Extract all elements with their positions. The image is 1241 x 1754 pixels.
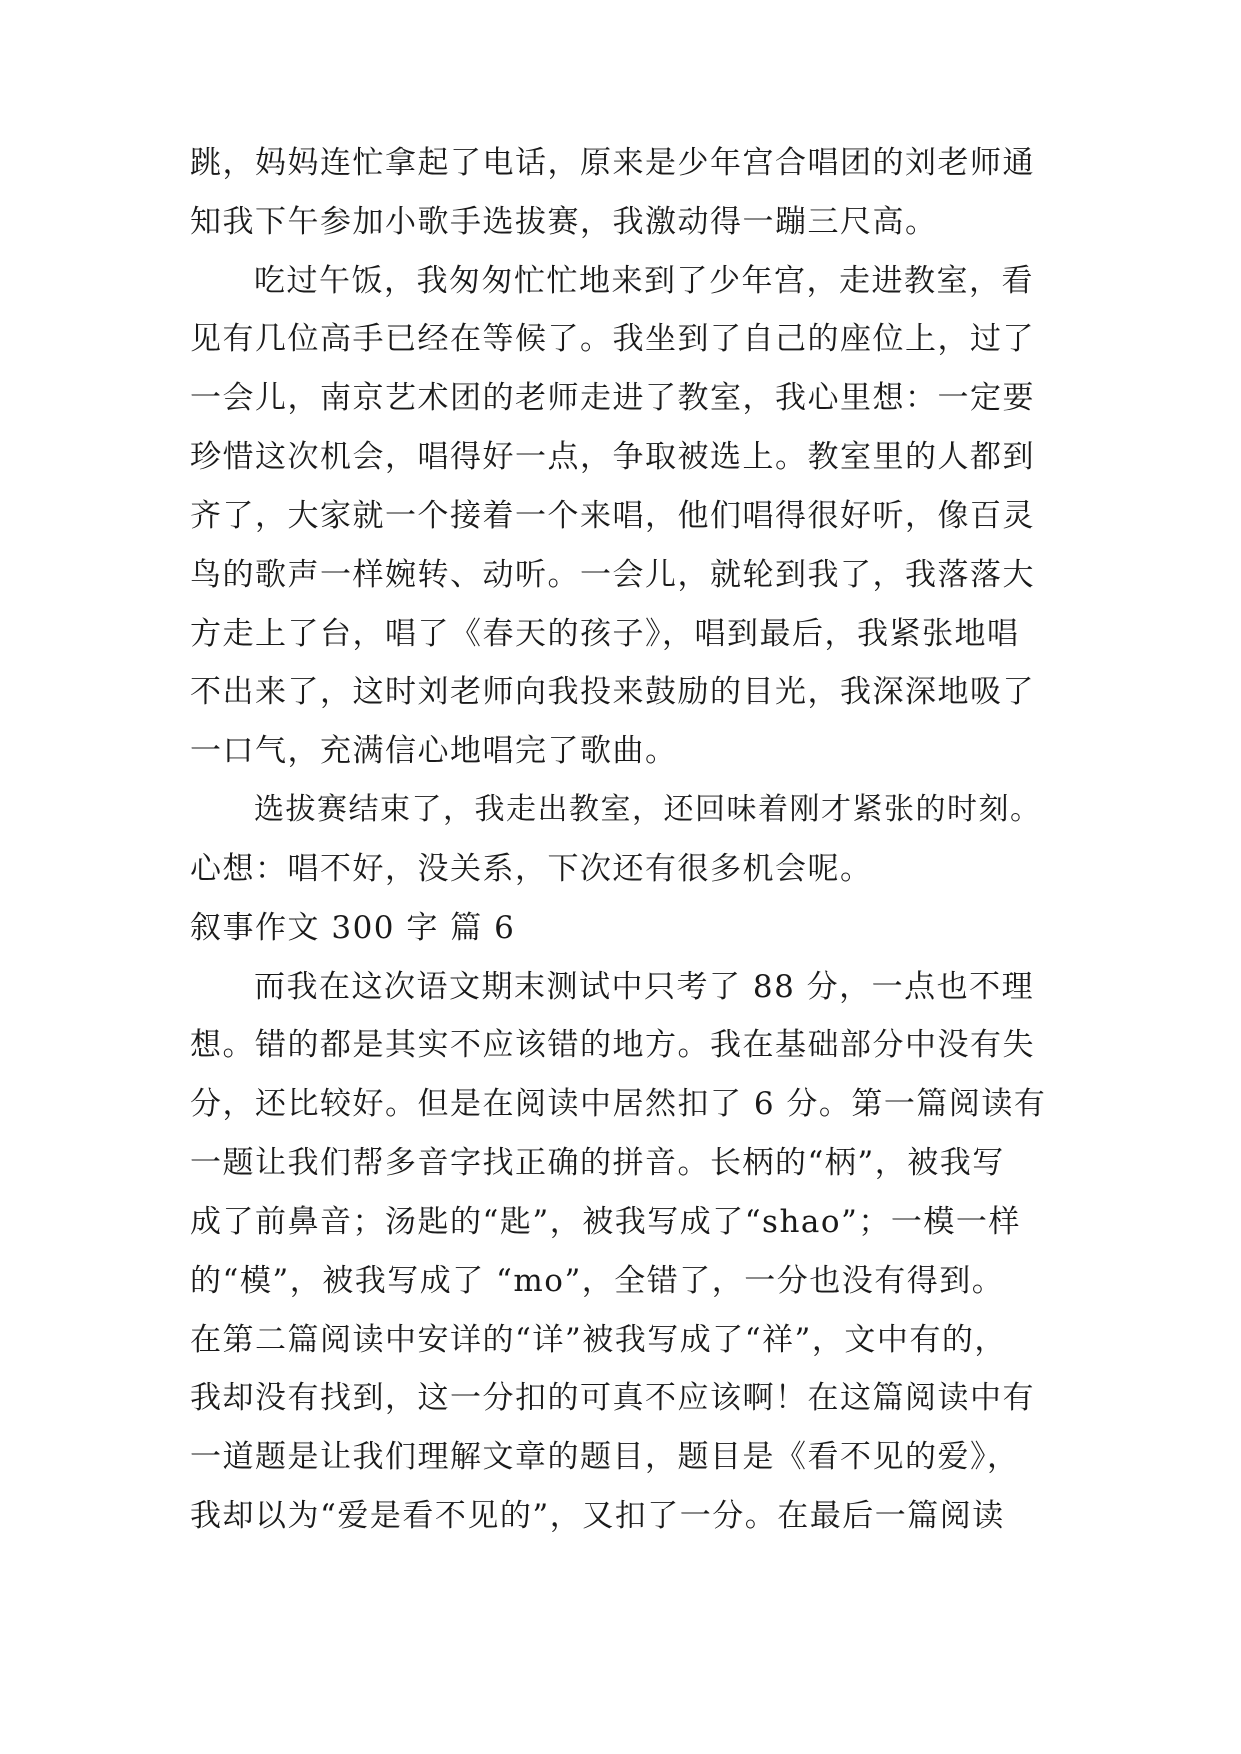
text-line: 的“模”，被我写成了 “mo”，全错了，一分也没有得到。 <box>190 1263 1005 1299</box>
text-line: 在第二篇阅读中安详的“详”被我写成了“祥”，文中有的， <box>190 1322 1007 1358</box>
text-line: 齐了，大家就一个接着一个来唱，他们唱得很好听，像百灵 <box>190 498 1035 534</box>
text-line: 一道题是让我们理解文章的题目，题目是《看不见的爱》， <box>190 1439 1020 1475</box>
text-line: 一会儿，南京艺术团的老师走进了教室，我心里想：一定要 <box>190 380 1035 416</box>
text-line: 分，还比较好。但是在阅读中居然扣了 6 分。第一篇阅读有 <box>190 1086 1047 1122</box>
paragraph-first-line: 选拔赛结束了，我走出教室，还回味着刚才紧张的时刻。 <box>254 792 1042 827</box>
text-line: 成了前鼻音；汤匙的“匙”，被我写成了“shao”；一模一样 <box>190 1204 1021 1240</box>
text-line: 跳，妈妈连忙拿起了电话，原来是少年宫合唱团的刘老师通 <box>190 145 1035 181</box>
paragraph-first-line: 而我在这次语文期末测试中只考了 88 分，一点也不理 <box>254 969 1035 1005</box>
text-line: 见有几位高手已经在等候了。我坐到了自己的座位上，过了 <box>190 321 1035 357</box>
text-line: 我却以为“爱是看不见的”，又扣了一分。在最后一篇阅读 <box>190 1498 1005 1534</box>
text-line: 想。错的都是其实不应该错的地方。我在基础部分中没有失 <box>190 1027 1035 1063</box>
section-heading: 叙事作文 300 字 篇 6 <box>190 910 516 946</box>
text-line: 珍惜这次机会，唱得好一点，争取被选上。教室里的人都到 <box>190 439 1035 475</box>
text-line: 鸟的歌声一样婉转、动听。一会儿，就轮到我了，我落落大 <box>190 557 1035 593</box>
text-line: 一口气，充满信心地唱完了歌曲。 <box>190 733 678 769</box>
text-line: 一题让我们帮多音字找正确的拼音。长柄的“柄”，被我写 <box>190 1145 1005 1181</box>
text-line: 方走上了台，唱了《春天的孩子》，唱到最后，我紧张地唱 <box>190 616 1020 652</box>
text-line: 心想：唱不好，没关系，下次还有很多机会呢。 <box>190 851 873 887</box>
text-line: 我却没有找到，这一分扣的可真不应该啊！在这篇阅读中有 <box>190 1380 1035 1416</box>
paragraph-first-line: 吃过午饭，我匆匆忙忙地来到了少年宫，走进教室，看 <box>254 263 1034 299</box>
text-line: 知我下午参加小歌手选拔赛，我激动得一蹦三尺高。 <box>190 204 938 240</box>
text-line: 不出来了，这时刘老师向我投来鼓励的目光，我深深地吸了 <box>190 674 1035 710</box>
